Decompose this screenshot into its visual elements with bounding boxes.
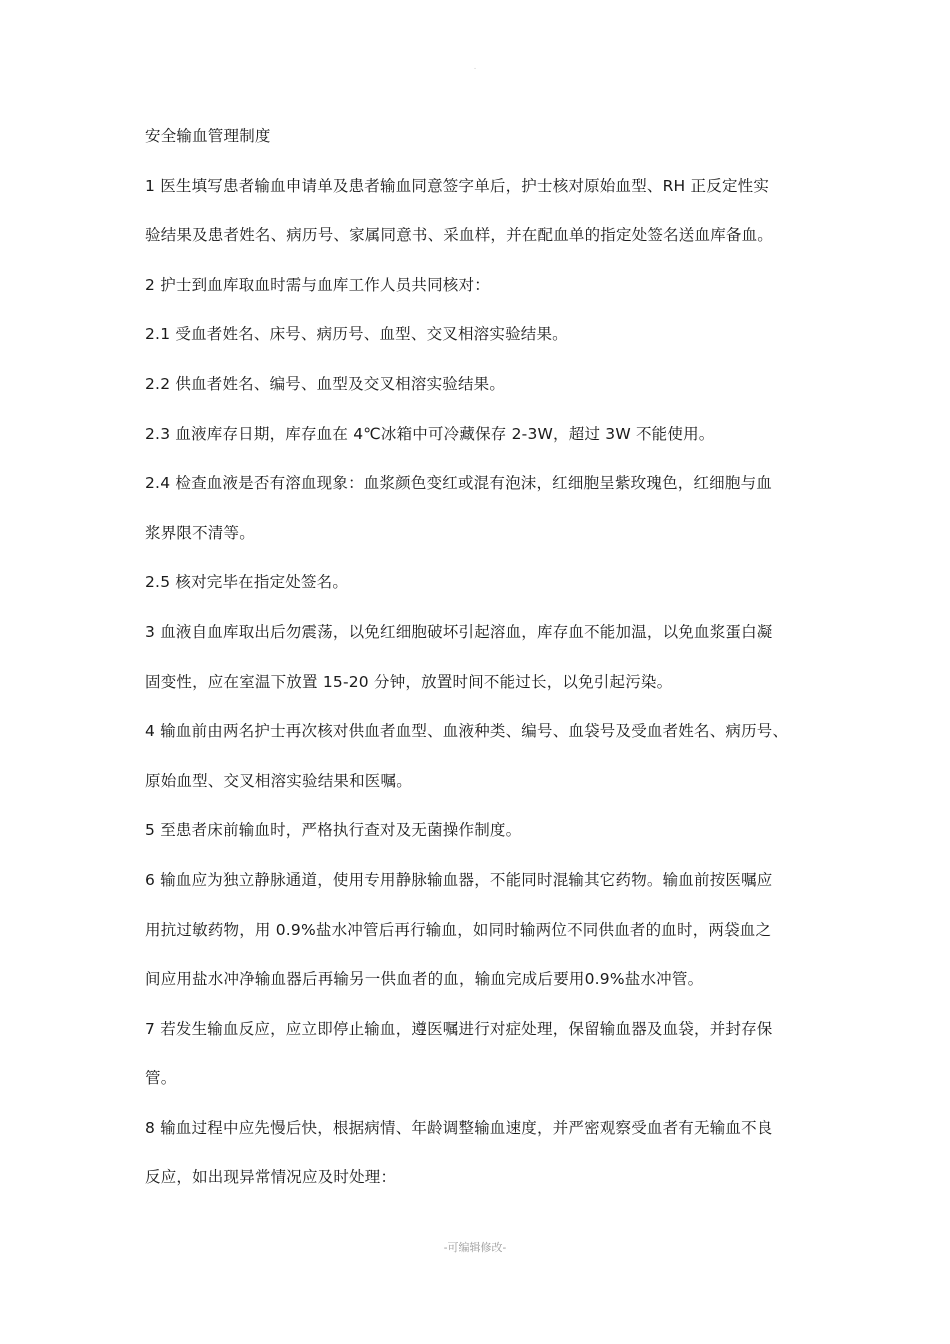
text-line: 5 至患者床前输血时，严格执行查对及无菌操作制度。 [145, 821, 522, 840]
text-line: 反应，如出现异常情况应及时处理： [145, 1168, 397, 1187]
text-line: 2.4 检查血液是否有溶血现象：血浆颜色变红或混有泡沫，红细胞呈紫玫瑰色，红细胞与血 [145, 474, 772, 493]
text-line: 4 输血前由两名护士再次核对供血者血型、血液种类、编号、血袋号及受血者姓名、病历号、 [145, 722, 789, 741]
text-line: 原始血型、交叉相溶实验结果和医嘱。 [145, 771, 412, 790]
text-line: 2 护士到血库取血时需与血库工作人员共同核对： [145, 275, 490, 294]
text-line: 验结果及患者姓名、病历号、家属同意书、采血样，并在配血单的指定处签名送血库备血。 [145, 226, 774, 245]
text-line: 浆界限不清等。 [145, 523, 255, 542]
header-mark: . [473, 62, 477, 71]
text-line: 2.1 受血者姓名、床号、病历号、血型、交叉相溶实验结果。 [145, 325, 568, 344]
document-title: 安全输血管理制度 [145, 127, 271, 145]
text-line: 固变性，应在室温下放置 15-20 分钟，放置时间不能过长，以免引起污染。 [145, 672, 673, 691]
text-line: 1 医生填写患者输血申请单及患者输血同意签字单后，护士核对原始血型、RH 正反定性实 [145, 176, 770, 195]
text-line: 7 若发生输血反应，应立即停止输血，遵医嘱进行对症处理，保留输血器及血袋，并封存保 [145, 1019, 773, 1038]
text-line: 2.5 核对完毕在指定处签名。 [145, 573, 349, 592]
text-line: 间应用盐水冲净输血器后再输另一供血者的血，输血完成后要用0.9%盐水冲管。 [145, 970, 704, 989]
page-footer: -可编辑修改- [443, 1241, 507, 1254]
text-line: 管。 [145, 1069, 177, 1088]
document-body [145, 112, 825, 1203]
text-line: 用抗过敏药物，用 0.9%盐水冲管后再行输血，如同时输两位不同供血者的血时，两袋血之 [145, 920, 772, 939]
text-line: 2.2 供血者姓名、编号、血型及交叉相溶实验结果。 [145, 374, 506, 393]
text-line: 8 输血过程中应先慢后快，根据病情、年龄调整输血速度，并严密观察受血者有无输血不良 [145, 1118, 773, 1137]
text-line: 6 输血应为独立静脉通道，使用专用静脉输血器，不能同时混输其它药物。输血前按医嘱应 [145, 870, 773, 889]
text-line: 2.3 血液库存日期，库存血在 4℃冰箱中可冷藏保存 2-3W，超过 3W 不能使用。 [145, 424, 715, 443]
text-line: 3 血液自血库取出后勿震荡，以免红细胞破坏引起溶血，库存血不能加温，以免血浆蛋白凝 [145, 622, 773, 641]
